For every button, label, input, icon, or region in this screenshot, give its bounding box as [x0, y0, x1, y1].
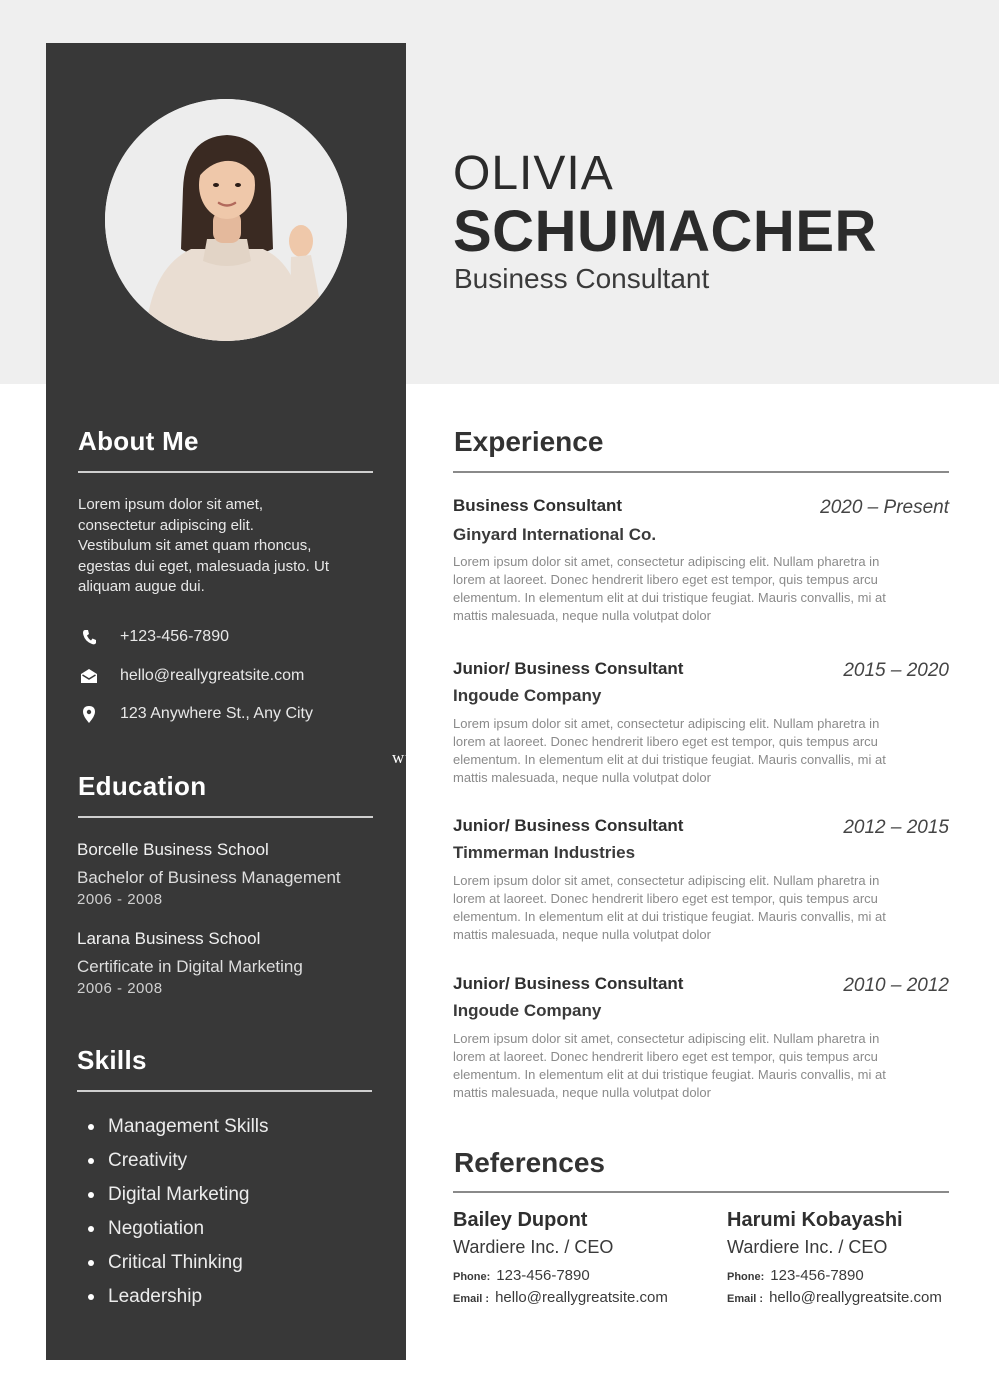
- education-years: 2006 - 2008: [77, 980, 163, 997]
- phone-label: Phone:: [727, 1271, 765, 1283]
- experience-company: Ginyard International Co.: [453, 525, 657, 544]
- reference-email-value: hello@reallygreatsite.com: [769, 1289, 942, 1306]
- bullet-icon: [88, 1192, 94, 1198]
- email-label: Email :: [727, 1293, 764, 1305]
- description-line: mattis malesuada, neque nulla volutpat dolor: [453, 608, 711, 623]
- experience-description: [453, 553, 947, 625]
- first-name: OLIVIA: [453, 147, 614, 200]
- experience-role: Junior/ Business Consultant: [453, 974, 684, 993]
- experience-description: [453, 715, 947, 787]
- profile-photo: [105, 99, 347, 341]
- about-section: [78, 426, 373, 473]
- experience-company: Timmerman Industries: [453, 843, 636, 862]
- description-line: Lorem ipsum dolor sit amet, consectetur adipiscing elit. Nullam pharetra in: [453, 873, 880, 888]
- skills-section: [77, 1045, 372, 1092]
- skill-label: Management Skills: [108, 1116, 269, 1137]
- experience-years: 2015 – 2020: [843, 660, 949, 681]
- bullet-icon: [88, 1158, 94, 1164]
- reference-card: [727, 1209, 987, 1311]
- reference-name: Harumi Kobayashi: [727, 1209, 903, 1231]
- contact-address: [78, 704, 398, 724]
- experience-heading: Experience: [454, 426, 604, 457]
- education-school: Borcelle Business School: [77, 840, 269, 859]
- skills-heading: Skills: [77, 1045, 147, 1075]
- skill-item: [88, 1284, 388, 1318]
- skill-item: [88, 1182, 388, 1216]
- experience-years: 2020 – Present: [820, 497, 949, 518]
- phone-text: +123-456-7890: [120, 628, 229, 645]
- education-school: Larana Business School: [77, 929, 261, 948]
- email-text: hello@reallygreatsite.com: [120, 667, 305, 684]
- experience-company: Ingoude Company: [453, 1001, 602, 1020]
- reference-email: [453, 1289, 713, 1311]
- skill-item: [88, 1216, 388, 1250]
- email-label: Email :: [453, 1293, 490, 1305]
- bullet-icon: [88, 1294, 94, 1300]
- contact-email: [78, 666, 398, 686]
- skill-label: Negotiation: [108, 1218, 205, 1239]
- description-line: mattis malesuada, neque nulla volutpat dolor: [453, 927, 711, 942]
- education-heading: Education: [78, 771, 207, 801]
- map-pin-icon: [78, 704, 100, 724]
- experience-role: Business Consultant: [453, 496, 623, 515]
- description-line: elementum. In elementum elit at dui tristique feugiat. Mauris convallis, mi at: [453, 1067, 886, 1082]
- about-line: Lorem ipsum dolor sit amet,: [78, 496, 264, 513]
- portrait-image: [105, 99, 347, 341]
- description-line: lorem at laoreet. Donec hendrerit libero eget est tempor, quis tempus arcu: [453, 1049, 878, 1064]
- description-line: lorem at laoreet. Donec hendrerit libero eget est tempor, quis tempus arcu: [453, 572, 878, 587]
- experience-years: 2012 – 2015: [843, 817, 949, 838]
- bullet-icon: [88, 1226, 94, 1232]
- reference-email-value: hello@reallygreatsite.com: [495, 1289, 668, 1306]
- skill-label: Creativity: [108, 1150, 188, 1171]
- phone-icon: [78, 627, 100, 647]
- education-divider: [78, 816, 373, 818]
- description-line: lorem at laoreet. Donec hendrerit libero eget est tempor, quis tempus arcu: [453, 891, 878, 906]
- reference-name: Bailey Dupont: [453, 1209, 588, 1231]
- experience-role: Junior/ Business Consultant: [453, 659, 684, 678]
- description-line: lorem at laoreet. Donec hendrerit libero eget est tempor, quis tempus arcu: [453, 734, 878, 749]
- education-degree: Certificate in Digital Marketing: [77, 957, 303, 976]
- description-line: mattis malesuada, neque nulla volutpat dolor: [453, 1085, 711, 1100]
- reference-company: Wardiere Inc. / CEO: [453, 1237, 614, 1257]
- description-line: elementum. In elementum elit at dui tristique feugiat. Mauris convallis, mi at: [453, 752, 886, 767]
- about-line: Vestibulum sit amet quam rhoncus,: [78, 537, 312, 554]
- skill-item: [88, 1148, 388, 1182]
- experience-description: [453, 1030, 947, 1102]
- skill-item: [88, 1250, 388, 1284]
- about-heading: About Me: [78, 426, 199, 456]
- last-name: SCHUMACHER: [453, 199, 877, 264]
- phone-label: Phone:: [453, 1271, 491, 1283]
- about-line: egestas dui eget, malesuada justo. Ut: [78, 557, 329, 575]
- experience-divider: [453, 471, 949, 473]
- reference-company: Wardiere Inc. / CEO: [727, 1237, 888, 1257]
- about-line: aliquam augue dui.: [78, 578, 205, 595]
- skills-divider: [77, 1090, 372, 1092]
- about-text: [78, 495, 378, 598]
- watermark-text: www.k: [392, 748, 446, 767]
- about-divider: [78, 471, 373, 473]
- description-line: Lorem ipsum dolor sit amet, consectetur adipiscing elit. Nullam pharetra in: [453, 554, 880, 569]
- reference-phone-value: 123-456-7890: [770, 1267, 864, 1284]
- sidebar: [46, 43, 446, 1360]
- description-line: Lorem ipsum dolor sit amet, consectetur adipiscing elit. Nullam pharetra in: [453, 1031, 880, 1046]
- skills-list: [88, 1114, 388, 1318]
- description-line: elementum. In elementum elit at dui tristique feugiat. Mauris convallis, mi at: [453, 590, 886, 605]
- references-heading: References: [454, 1147, 605, 1178]
- description-line: elementum. In elementum elit at dui tristique feugiat. Mauris convallis, mi at: [453, 909, 886, 924]
- education-degree: Bachelor of Business Management: [77, 868, 341, 887]
- skill-label: Critical Thinking: [108, 1252, 243, 1273]
- experience-description: [453, 872, 947, 944]
- references-divider: [453, 1191, 949, 1193]
- job-title: Business Consultant: [454, 263, 710, 294]
- skill-item: [88, 1114, 388, 1148]
- about-line: consectetur adipiscing elit.: [78, 516, 254, 534]
- reference-email: [727, 1289, 987, 1311]
- education-years: 2006 - 2008: [77, 891, 163, 908]
- bullet-icon: [88, 1124, 94, 1130]
- reference-phone: [453, 1267, 713, 1289]
- description-line: Lorem ipsum dolor sit amet, consectetur adipiscing elit. Nullam pharetra in: [453, 716, 880, 731]
- skill-label: Digital Marketing: [108, 1184, 250, 1205]
- contact-phone: [78, 627, 398, 647]
- experience-company: Ingoude Company: [453, 686, 602, 705]
- experience-years: 2010 – 2012: [843, 975, 949, 996]
- description-line: mattis malesuada, neque nulla volutpat dolor: [453, 770, 711, 785]
- reference-card: [453, 1209, 713, 1311]
- skill-label: Leadership: [108, 1286, 203, 1307]
- experience-role: Junior/ Business Consultant: [453, 816, 684, 835]
- bullet-icon: [88, 1260, 94, 1266]
- education-section: [78, 771, 373, 818]
- address-text: 123 Anywhere St., Any City: [120, 705, 313, 722]
- envelope-icon: [78, 666, 100, 686]
- reference-phone: [727, 1267, 987, 1289]
- reference-phone-value: 123-456-7890: [496, 1267, 590, 1284]
